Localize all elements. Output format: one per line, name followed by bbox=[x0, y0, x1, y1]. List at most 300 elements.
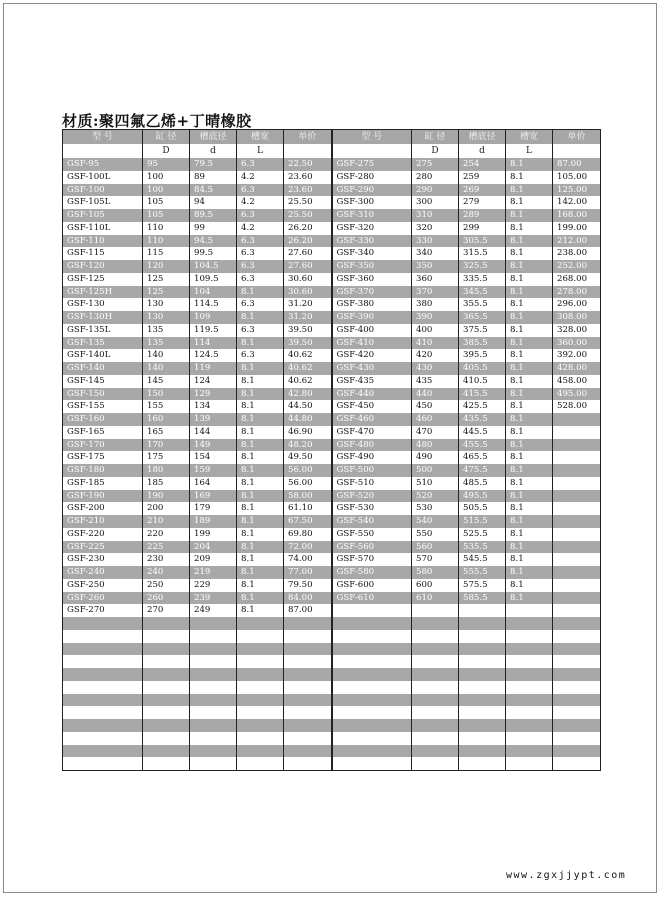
empty-cell bbox=[190, 694, 237, 707]
table-cell: 279 bbox=[459, 196, 506, 209]
table-cell bbox=[553, 426, 601, 439]
empty-cell bbox=[332, 617, 412, 630]
table-cell: GSF-175 bbox=[63, 451, 143, 464]
table-cell: 8.1 bbox=[506, 260, 553, 273]
table-cell: GSF-125H bbox=[63, 286, 143, 299]
table-cell: 8.1 bbox=[237, 286, 284, 299]
table-cell: 355.5 bbox=[459, 298, 506, 311]
table-cell: 4.2 bbox=[237, 222, 284, 235]
empty-cell bbox=[143, 668, 190, 681]
table-cell: 8.1 bbox=[506, 158, 553, 171]
table-cell: GSF-115 bbox=[63, 247, 143, 260]
empty-cell bbox=[459, 617, 506, 630]
table-cell: 105 bbox=[143, 196, 190, 209]
table-cell: 335.5 bbox=[459, 273, 506, 286]
table-cell: 458.00 bbox=[553, 375, 601, 388]
table-cell: 170 bbox=[143, 439, 190, 452]
empty-row bbox=[63, 719, 601, 732]
table-cell: 290 bbox=[412, 184, 459, 197]
table-cell: GSF-105 bbox=[63, 209, 143, 222]
table-cell: 8.1 bbox=[506, 502, 553, 515]
document-title: 材质:聚四氟乙烯+丁晴橡胶 bbox=[62, 112, 252, 130]
table-cell: GSF-100L bbox=[63, 171, 143, 184]
table-cell: 79.5 bbox=[190, 158, 237, 171]
table-cell: 114 bbox=[190, 337, 237, 350]
table-cell bbox=[553, 592, 601, 605]
table-cell: 575.5 bbox=[459, 579, 506, 592]
table-cell: 77.00 bbox=[284, 566, 332, 579]
table-cell: 360 bbox=[412, 273, 459, 286]
table-cell: 44.50 bbox=[284, 400, 332, 413]
table-cell: 8.1 bbox=[237, 553, 284, 566]
table-cell: 79.50 bbox=[284, 579, 332, 592]
table-cell: 8.1 bbox=[237, 311, 284, 324]
table-cell: GSF-170 bbox=[63, 439, 143, 452]
empty-row bbox=[63, 630, 601, 643]
table-cell: GSF-230 bbox=[63, 553, 143, 566]
table-cell bbox=[553, 451, 601, 464]
table-cell bbox=[553, 579, 601, 592]
table-cell: 8.1 bbox=[237, 388, 284, 401]
empty-cell bbox=[506, 681, 553, 694]
table-cell: 249 bbox=[190, 604, 237, 617]
table-cell: 350 bbox=[412, 260, 459, 273]
table-cell: 154 bbox=[190, 451, 237, 464]
table-cell: 8.1 bbox=[506, 222, 553, 235]
table-cell: GSF-360 bbox=[332, 273, 412, 286]
table-cell: GSF-470 bbox=[332, 426, 412, 439]
table-cell: 125.00 bbox=[553, 184, 601, 197]
empty-cell bbox=[237, 745, 284, 758]
table-cell: GSF-510 bbox=[332, 477, 412, 490]
table-cell: 94.5 bbox=[190, 235, 237, 248]
table-cell: 67.50 bbox=[284, 515, 332, 528]
table-cell: 8.1 bbox=[506, 515, 553, 528]
table-cell: 6.3 bbox=[237, 235, 284, 248]
empty-cell bbox=[412, 643, 459, 656]
table-cell: GSF-520 bbox=[332, 490, 412, 503]
empty-cell bbox=[143, 681, 190, 694]
table-cell: 89.5 bbox=[190, 209, 237, 222]
table-cell: 8.1 bbox=[237, 362, 284, 375]
table-cell: 310 bbox=[412, 209, 459, 222]
table-cell: 8.1 bbox=[506, 324, 553, 337]
table-cell: 410.5 bbox=[459, 375, 506, 388]
empty-cell bbox=[553, 694, 601, 707]
table-cell: 328.00 bbox=[553, 324, 601, 337]
empty-cell bbox=[143, 643, 190, 656]
table-cell: 545.5 bbox=[459, 553, 506, 566]
table-cell: 104 bbox=[190, 286, 237, 299]
empty-cell bbox=[553, 745, 601, 758]
table-cell: 95 bbox=[143, 158, 190, 171]
table-cell: 99 bbox=[190, 222, 237, 235]
table-cell: 135 bbox=[143, 337, 190, 350]
empty-cell bbox=[412, 719, 459, 732]
table-cell bbox=[553, 553, 601, 566]
empty-cell bbox=[190, 681, 237, 694]
table-cell: 385.5 bbox=[459, 337, 506, 350]
table-cell: 87.00 bbox=[553, 158, 601, 171]
empty-cell bbox=[332, 719, 412, 732]
table-cell: 550 bbox=[412, 528, 459, 541]
table-cell: GSF-155 bbox=[63, 400, 143, 413]
empty-cell bbox=[332, 745, 412, 758]
table-cell: 84.00 bbox=[284, 592, 332, 605]
empty-row bbox=[63, 732, 601, 745]
table-row bbox=[63, 528, 601, 541]
column-header: 槽宽 bbox=[237, 130, 284, 145]
empty-cell bbox=[190, 617, 237, 630]
column-header: 缸 径 bbox=[412, 130, 459, 145]
table-cell: 6.3 bbox=[237, 247, 284, 260]
table-cell: 8.1 bbox=[237, 400, 284, 413]
table-cell: 450 bbox=[412, 400, 459, 413]
column-header: 型 号 bbox=[332, 130, 412, 145]
empty-cell bbox=[237, 655, 284, 668]
table-cell: GSF-330 bbox=[332, 235, 412, 248]
table-cell: 475.5 bbox=[459, 464, 506, 477]
table-cell: 8.1 bbox=[237, 426, 284, 439]
empty-cell bbox=[553, 719, 601, 732]
table-row bbox=[63, 375, 601, 388]
empty-row bbox=[63, 757, 601, 770]
table-cell: 8.1 bbox=[237, 592, 284, 605]
table-cell: 8.1 bbox=[506, 528, 553, 541]
table-cell: 370 bbox=[412, 286, 459, 299]
table-row bbox=[63, 158, 601, 171]
empty-cell bbox=[237, 643, 284, 656]
table-cell: 8.1 bbox=[506, 247, 553, 260]
empty-cell bbox=[459, 681, 506, 694]
table-cell: 40.62 bbox=[284, 349, 332, 362]
table-cell: 155 bbox=[143, 400, 190, 413]
table-cell: 220 bbox=[143, 528, 190, 541]
column-subheader: L bbox=[237, 144, 284, 158]
table-row bbox=[63, 502, 601, 515]
table-cell: 6.3 bbox=[237, 324, 284, 337]
table-cell: 110 bbox=[143, 235, 190, 248]
empty-cell bbox=[553, 757, 601, 770]
table-cell: 8.1 bbox=[506, 426, 553, 439]
table-cell: 610 bbox=[412, 592, 459, 605]
table-cell: 8.1 bbox=[237, 477, 284, 490]
table-cell: 23.60 bbox=[284, 184, 332, 197]
table-cell: 250 bbox=[143, 579, 190, 592]
table-cell: 124 bbox=[190, 375, 237, 388]
empty-cell bbox=[237, 757, 284, 770]
table-cell: 275 bbox=[412, 158, 459, 171]
table-cell: GSF-435 bbox=[332, 375, 412, 388]
table-cell: GSF-600 bbox=[332, 579, 412, 592]
table-cell: GSF-410 bbox=[332, 337, 412, 350]
table-cell: 189 bbox=[190, 515, 237, 528]
table-cell: 69.80 bbox=[284, 528, 332, 541]
empty-cell bbox=[412, 732, 459, 745]
column-subheader bbox=[63, 144, 143, 158]
table-cell: 25.50 bbox=[284, 209, 332, 222]
table-cell bbox=[553, 566, 601, 579]
table-cell: GSF-185 bbox=[63, 477, 143, 490]
table-row bbox=[63, 604, 601, 617]
table-cell: 600 bbox=[412, 579, 459, 592]
column-header: 槽底径 bbox=[459, 130, 506, 145]
table-cell: 8.1 bbox=[506, 273, 553, 286]
empty-cell bbox=[459, 655, 506, 668]
table-row bbox=[63, 337, 601, 350]
empty-cell bbox=[412, 617, 459, 630]
table-cell: GSF-500 bbox=[332, 464, 412, 477]
table-cell: 31.20 bbox=[284, 298, 332, 311]
table-cell bbox=[459, 604, 506, 617]
table-cell: 435 bbox=[412, 375, 459, 388]
table-cell: 40.62 bbox=[284, 362, 332, 375]
table-cell: 225 bbox=[143, 541, 190, 554]
empty-cell bbox=[459, 719, 506, 732]
table-cell: 280 bbox=[412, 171, 459, 184]
table-cell: 400 bbox=[412, 324, 459, 337]
table-cell: GSF-130H bbox=[63, 311, 143, 324]
table-cell: 8.1 bbox=[506, 439, 553, 452]
table-cell: 100 bbox=[143, 184, 190, 197]
footer-url: www.zgxjjypt.com bbox=[506, 870, 627, 881]
table-cell: 415.5 bbox=[459, 388, 506, 401]
table-cell: GSF-110L bbox=[63, 222, 143, 235]
table-cell: 190 bbox=[143, 490, 190, 503]
table-cell: 212.00 bbox=[553, 235, 601, 248]
table-cell: 330 bbox=[412, 235, 459, 248]
empty-cell bbox=[284, 630, 332, 643]
column-header: 型 号 bbox=[63, 130, 143, 145]
table-cell: 8.1 bbox=[506, 311, 553, 324]
empty-cell bbox=[553, 706, 601, 719]
empty-cell bbox=[190, 630, 237, 643]
table-cell: GSF-350 bbox=[332, 260, 412, 273]
table-cell bbox=[553, 604, 601, 617]
empty-cell bbox=[63, 643, 143, 656]
table-cell: 345.5 bbox=[459, 286, 506, 299]
empty-cell bbox=[332, 706, 412, 719]
table-cell: 259 bbox=[459, 171, 506, 184]
table-row bbox=[63, 566, 601, 579]
table-cell: 6.3 bbox=[237, 184, 284, 197]
empty-cell bbox=[237, 617, 284, 630]
table-cell: 23.60 bbox=[284, 171, 332, 184]
empty-cell bbox=[190, 732, 237, 745]
table-cell: 104.5 bbox=[190, 260, 237, 273]
table-cell: 26.20 bbox=[284, 235, 332, 248]
table-cell: 40.62 bbox=[284, 375, 332, 388]
empty-cell bbox=[63, 681, 143, 694]
empty-cell bbox=[237, 630, 284, 643]
empty-cell bbox=[332, 732, 412, 745]
table-row bbox=[63, 477, 601, 490]
empty-cell bbox=[143, 719, 190, 732]
table-cell: GSF-275 bbox=[332, 158, 412, 171]
table-cell bbox=[553, 528, 601, 541]
table-cell: GSF-110 bbox=[63, 235, 143, 248]
table-cell: 179 bbox=[190, 502, 237, 515]
table-cell: 252.00 bbox=[553, 260, 601, 273]
table-cell: 39.50 bbox=[284, 337, 332, 350]
table-cell: 58.00 bbox=[284, 490, 332, 503]
empty-cell bbox=[284, 617, 332, 630]
table-cell: GSF-270 bbox=[63, 604, 143, 617]
table-cell: 120 bbox=[143, 260, 190, 273]
empty-cell bbox=[506, 630, 553, 643]
table-cell: 48.20 bbox=[284, 439, 332, 452]
empty-cell bbox=[412, 706, 459, 719]
table-cell: 380 bbox=[412, 298, 459, 311]
column-subheader: d bbox=[190, 144, 237, 158]
table-cell: 305.5 bbox=[459, 235, 506, 248]
empty-cell bbox=[459, 630, 506, 643]
table-cell: 270 bbox=[143, 604, 190, 617]
table-cell bbox=[553, 502, 601, 515]
table-cell: 525.5 bbox=[459, 528, 506, 541]
table-cell: 46.90 bbox=[284, 426, 332, 439]
empty-cell bbox=[332, 630, 412, 643]
table-cell bbox=[332, 604, 412, 617]
table-cell: 84.5 bbox=[190, 184, 237, 197]
table-cell: 365.5 bbox=[459, 311, 506, 324]
table-cell: 299 bbox=[459, 222, 506, 235]
table-cell: GSF-180 bbox=[63, 464, 143, 477]
table-row bbox=[63, 260, 601, 273]
table-cell: 460 bbox=[412, 413, 459, 426]
empty-cell bbox=[412, 655, 459, 668]
empty-row bbox=[63, 668, 601, 681]
table-cell: 6.3 bbox=[237, 298, 284, 311]
table-cell: 8.1 bbox=[237, 451, 284, 464]
table-cell: 105.00 bbox=[553, 171, 601, 184]
table-cell: 8.1 bbox=[237, 515, 284, 528]
column-subheader bbox=[284, 144, 332, 158]
table-cell: 119 bbox=[190, 362, 237, 375]
empty-cell bbox=[412, 694, 459, 707]
table-cell: 87.00 bbox=[284, 604, 332, 617]
table-cell: GSF-165 bbox=[63, 426, 143, 439]
table-cell bbox=[506, 604, 553, 617]
table-cell: GSF-190 bbox=[63, 490, 143, 503]
empty-cell bbox=[190, 757, 237, 770]
table-cell: 229 bbox=[190, 579, 237, 592]
table-cell: 8.1 bbox=[506, 286, 553, 299]
empty-row bbox=[63, 655, 601, 668]
table-row bbox=[63, 349, 601, 362]
table-cell: 105 bbox=[143, 209, 190, 222]
column-subheader: L bbox=[506, 144, 553, 158]
empty-cell bbox=[237, 668, 284, 681]
table-cell bbox=[553, 477, 601, 490]
table-cell: 8.1 bbox=[506, 362, 553, 375]
table-cell: 159 bbox=[190, 464, 237, 477]
empty-cell bbox=[63, 732, 143, 745]
table-cell: 144 bbox=[190, 426, 237, 439]
table-cell: 134 bbox=[190, 400, 237, 413]
table-cell: 130 bbox=[143, 298, 190, 311]
empty-cell bbox=[506, 757, 553, 770]
table-row bbox=[63, 553, 601, 566]
table-cell: GSF-560 bbox=[332, 541, 412, 554]
table-row bbox=[63, 541, 601, 554]
table-cell: 410 bbox=[412, 337, 459, 350]
empty-cell bbox=[553, 655, 601, 668]
table-row bbox=[63, 235, 601, 248]
table-row bbox=[63, 324, 601, 337]
subheader-row bbox=[63, 144, 601, 158]
table-cell: 8.1 bbox=[506, 464, 553, 477]
empty-cell bbox=[553, 681, 601, 694]
empty-row bbox=[63, 694, 601, 707]
table-cell: 8.1 bbox=[237, 464, 284, 477]
empty-cell bbox=[506, 643, 553, 656]
table-cell: 8.1 bbox=[506, 400, 553, 413]
empty-cell bbox=[459, 757, 506, 770]
table-row bbox=[63, 171, 601, 184]
column-subheader bbox=[553, 144, 601, 158]
table-cell: GSF-140L bbox=[63, 349, 143, 362]
table-cell: 325.5 bbox=[459, 260, 506, 273]
column-header: 槽宽 bbox=[506, 130, 553, 145]
table-cell: GSF-480 bbox=[332, 439, 412, 452]
table-cell: 115 bbox=[143, 247, 190, 260]
column-subheader: d bbox=[459, 144, 506, 158]
empty-cell bbox=[237, 732, 284, 745]
empty-cell bbox=[412, 681, 459, 694]
table-cell: 89 bbox=[190, 171, 237, 184]
table-cell: GSF-420 bbox=[332, 349, 412, 362]
table-cell: 505.5 bbox=[459, 502, 506, 515]
table-cell: 8.1 bbox=[237, 528, 284, 541]
spec-table bbox=[62, 129, 601, 771]
table-cell: 140 bbox=[143, 349, 190, 362]
empty-cell bbox=[459, 668, 506, 681]
empty-cell bbox=[284, 643, 332, 656]
table-cell: 6.3 bbox=[237, 260, 284, 273]
table-row bbox=[63, 451, 601, 464]
table-cell: GSF-580 bbox=[332, 566, 412, 579]
empty-cell bbox=[63, 719, 143, 732]
table-cell: GSF-400 bbox=[332, 324, 412, 337]
table-row bbox=[63, 413, 601, 426]
table-row bbox=[63, 439, 601, 452]
empty-cell bbox=[506, 694, 553, 707]
empty-cell bbox=[190, 745, 237, 758]
empty-cell bbox=[284, 732, 332, 745]
table-cell: 140 bbox=[143, 362, 190, 375]
column-header: 单价 bbox=[553, 130, 601, 145]
table-cell: 49.50 bbox=[284, 451, 332, 464]
table-cell: 165 bbox=[143, 426, 190, 439]
table-cell: 320 bbox=[412, 222, 459, 235]
table-cell: 238.00 bbox=[553, 247, 601, 260]
table-cell: GSF-570 bbox=[332, 553, 412, 566]
empty-cell bbox=[459, 694, 506, 707]
table-cell: 254 bbox=[459, 158, 506, 171]
table-cell: 169 bbox=[190, 490, 237, 503]
table-cell: 470 bbox=[412, 426, 459, 439]
table-cell: 110 bbox=[143, 222, 190, 235]
table-cell: 495.00 bbox=[553, 388, 601, 401]
empty-cell bbox=[284, 681, 332, 694]
empty-cell bbox=[332, 655, 412, 668]
table-row bbox=[63, 426, 601, 439]
table-row bbox=[63, 222, 601, 235]
empty-cell bbox=[190, 655, 237, 668]
table-cell: 375.5 bbox=[459, 324, 506, 337]
empty-cell bbox=[412, 668, 459, 681]
